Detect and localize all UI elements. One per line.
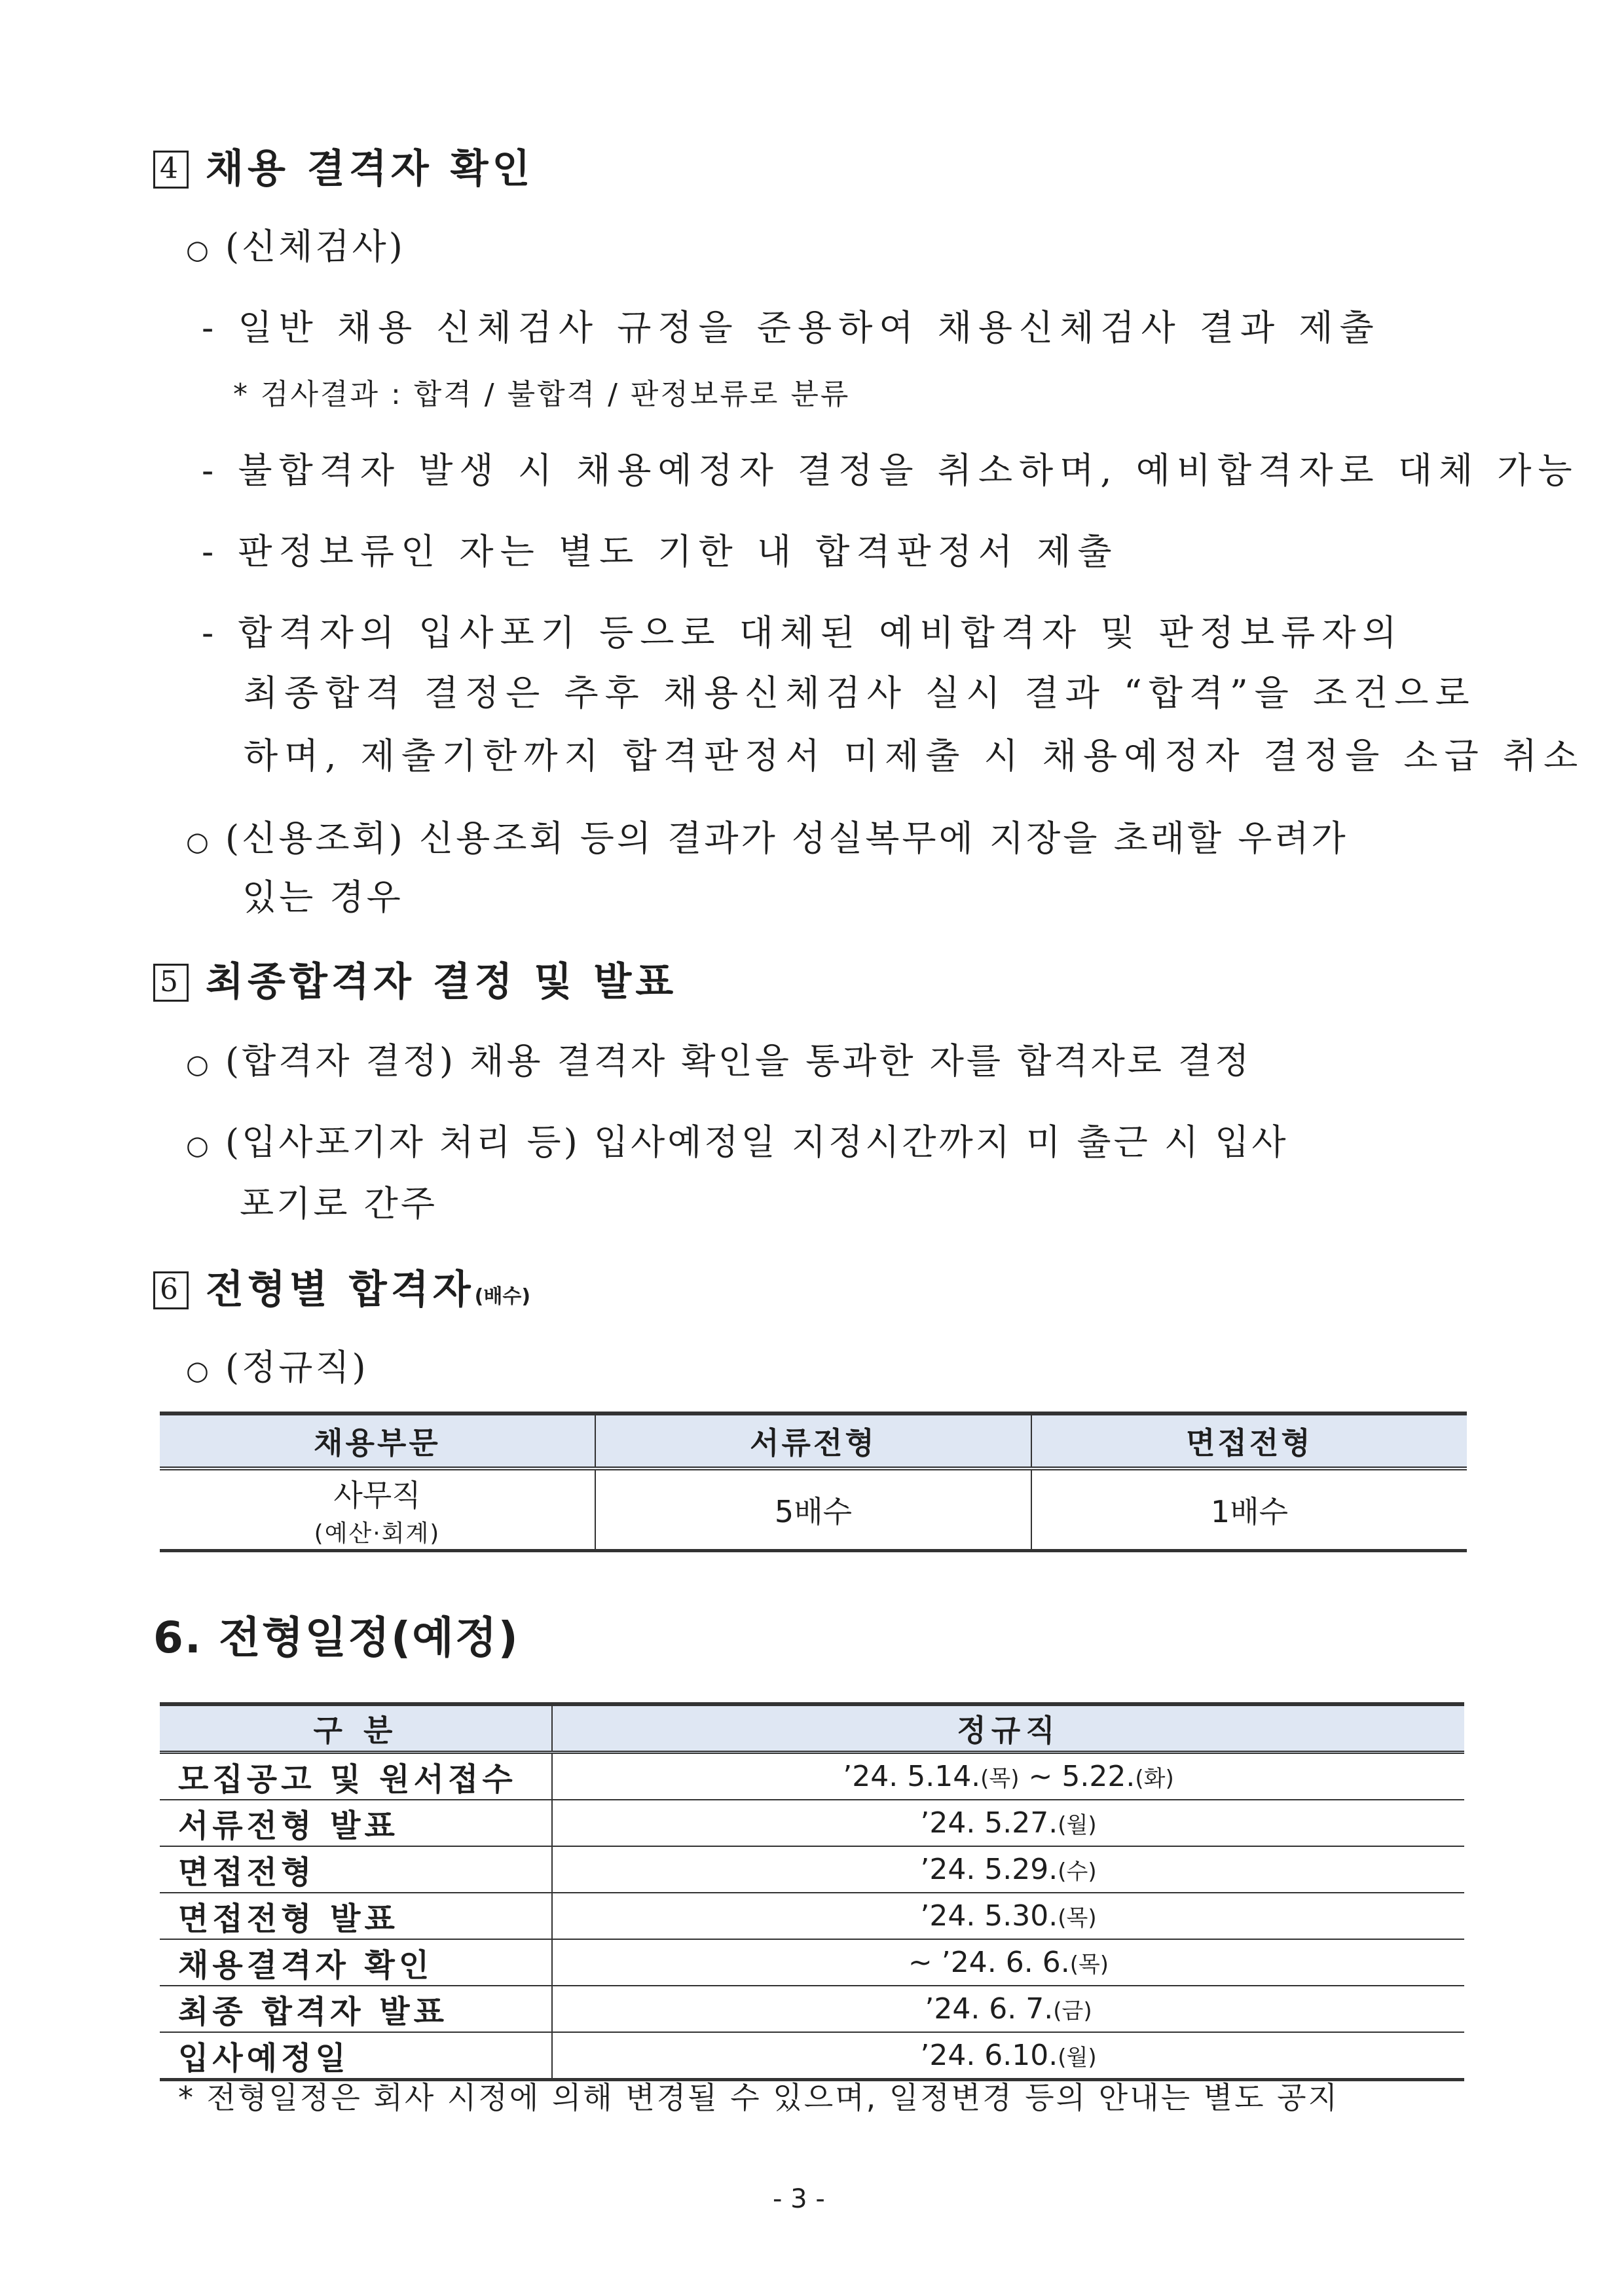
- table-header-row: [160, 1413, 1467, 1468]
- dept-name: 사무직: [333, 1477, 421, 1513]
- schedule-label: 입사예정일: [160, 2032, 552, 2080]
- date-text: ’24. 5.27.: [920, 1806, 1058, 1840]
- dash-bullet-icon: -: [202, 612, 238, 653]
- table-cell-doc: 5배수: [595, 1468, 1031, 1551]
- section-number-box: 4: [153, 151, 189, 189]
- bullet-credit-check: [186, 811, 1348, 861]
- date-text: 5.22.: [1061, 1760, 1135, 1793]
- circle-bullet-icon: ○: [186, 1049, 212, 1080]
- schedule-date: [552, 1846, 1464, 1893]
- circle-bullet-icon: ○: [186, 1131, 212, 1161]
- bullet-forfeit: [186, 1114, 1289, 1165]
- schedule-footnote: * 전형일정은 회사 시정에 의해 변경될 수 있으며, 일정변경 등의 안내는 별도 공지: [178, 2080, 1340, 2115]
- dash-text: 판정보류인 자는 별도 기한 내 합격판정서 제출: [238, 531, 1118, 572]
- bullet-text: (입사포기자 처리 등) 입사예정일 지정시간까지 미 출근 시 입사: [225, 1121, 1289, 1163]
- day-text: (목): [1069, 1952, 1109, 1978]
- schedule-date: [552, 1893, 1464, 1939]
- day-text: (화): [1135, 1766, 1174, 1792]
- section-6-title: 전형별 합격자: [206, 1267, 475, 1313]
- bullet-text: (신용조회) 신용조회 등의 결과가 성실복무에 지장을 초래할 우려가: [225, 818, 1348, 859]
- range-prefix: ~: [908, 1946, 942, 1979]
- note-exam-result: * 검사결과 : 합격 / 불합격 / 판정보류로 분류: [233, 378, 851, 411]
- table-row: [160, 1986, 1464, 2032]
- day-text: (금): [1053, 1998, 1092, 2024]
- bullet-text: (합격자 결정) 채용 결격자 확인을 통과한 자를 합격자로 결정: [225, 1040, 1252, 1082]
- table-header: 면접전형: [1031, 1413, 1467, 1468]
- schedule-label: 최종 합격자 발표: [160, 1986, 552, 2032]
- dash-bullet-icon: -: [202, 531, 238, 572]
- schedule-date: [552, 1753, 1464, 1800]
- table-row: [160, 1468, 1467, 1551]
- bullet-credit-check-line-2: 있는 경우: [242, 877, 403, 918]
- dash-item-4-line-2: 최종합격 결정은 추후 채용신체검사 실시 결과 “합격”을 조건으로: [244, 672, 1476, 714]
- day-text: (목): [980, 1766, 1020, 1792]
- date-text: ’24. 6. 7.: [925, 1992, 1054, 2026]
- section-number-box: 6: [153, 1271, 189, 1309]
- date-text: ’24. 6.10.: [920, 2039, 1058, 2072]
- bullet-regular: [186, 1339, 369, 1390]
- section-4-title: 채용 결격자 확인: [206, 146, 534, 192]
- dash-bullet-icon: -: [202, 307, 238, 348]
- circle-bullet-icon: ○: [186, 235, 212, 265]
- multiplier-table: [160, 1412, 1467, 1552]
- table-header: 정규직: [552, 1704, 1464, 1753]
- section-4-heading: [153, 137, 534, 194]
- table-row: [160, 1800, 1464, 1846]
- date-text: ’24. 5.30.: [920, 1899, 1058, 1933]
- day-text: (월): [1058, 1812, 1097, 1838]
- dash-text: 일반 채용 신체검사 규정을 준용하여 채용신체검사 결과 제출: [238, 307, 1380, 348]
- section-5-title: 최종합격자 결정 및 발표: [206, 959, 678, 1005]
- dash-text: 불합격자 발생 시 채용예정자 결정을 취소하며, 예비합격자로 대체 가능: [238, 450, 1579, 491]
- schedule-label: 모집공고 및 원서접수: [160, 1753, 552, 1800]
- date-text: ’24. 5.29.: [920, 1853, 1058, 1886]
- day-text: (수): [1058, 1859, 1097, 1885]
- date-text: ’24. 5.14.: [843, 1760, 981, 1793]
- table-row: [160, 2032, 1464, 2080]
- schedule-date: [552, 1939, 1464, 1986]
- section-number-box: 5: [153, 964, 189, 1002]
- section-6-title-suffix: (배수): [474, 1285, 531, 1308]
- schedule-table: [160, 1702, 1464, 2081]
- range-separator: ~: [1019, 1760, 1062, 1793]
- circle-bullet-icon: ○: [186, 827, 212, 857]
- schedule-title: 6. 전형일정(예정): [153, 1613, 519, 1663]
- table-header-row: [160, 1704, 1464, 1753]
- dash-item-3: [202, 524, 1118, 574]
- table-cell-dept: [160, 1468, 595, 1551]
- table-row: [160, 1753, 1464, 1800]
- schedule-date: [552, 1800, 1464, 1846]
- section-5-heading: [153, 951, 677, 1007]
- table-row: [160, 1846, 1464, 1893]
- dept-sub: (예산·회계): [314, 1520, 441, 1547]
- date-text: ’24. 6. 6.: [941, 1946, 1070, 1979]
- table-header: 서류전형: [595, 1413, 1031, 1468]
- table-header: 채용부문: [160, 1413, 595, 1468]
- dash-text: 합격자의 입사포기 등으로 대체된 예비합격자 및 판정보류자의: [238, 612, 1403, 653]
- dash-bullet-icon: -: [202, 450, 238, 491]
- dash-item-4: [202, 605, 1403, 655]
- table-row: [160, 1893, 1464, 1939]
- page-number: - 3 -: [773, 2184, 825, 2214]
- bullet-text: (정규직): [225, 1347, 369, 1388]
- day-text: (목): [1058, 1905, 1097, 1931]
- schedule-label: 서류전형 발표: [160, 1800, 552, 1846]
- circle-bullet-icon: ○: [186, 1356, 212, 1386]
- bullet-forfeit-line-2: 포기로 간주: [240, 1183, 437, 1224]
- bullet-physical-exam: [186, 219, 405, 269]
- bullet-final-decision: [186, 1033, 1251, 1084]
- table-header: 구 분: [160, 1704, 552, 1753]
- day-text: (월): [1058, 2045, 1097, 2071]
- table-row: [160, 1939, 1464, 1986]
- dash-item-1: [202, 300, 1380, 350]
- section-6-heading: [153, 1258, 530, 1315]
- schedule-date: [552, 1986, 1464, 2032]
- schedule-label: 면접전형: [160, 1846, 552, 1893]
- dash-item-2: [202, 443, 1579, 493]
- schedule-label: 채용결격자 확인: [160, 1939, 552, 1986]
- schedule-label: 면접전형 발표: [160, 1893, 552, 1939]
- dash-item-4-line-3: 하며, 제출기한까지 합격판정서 미제출 시 채용예정자 결정을 소급 취소: [244, 735, 1585, 776]
- table-cell-interview: 1배수: [1031, 1468, 1467, 1551]
- bullet-text: (신체검사): [225, 226, 405, 267]
- schedule-date: [552, 2032, 1464, 2080]
